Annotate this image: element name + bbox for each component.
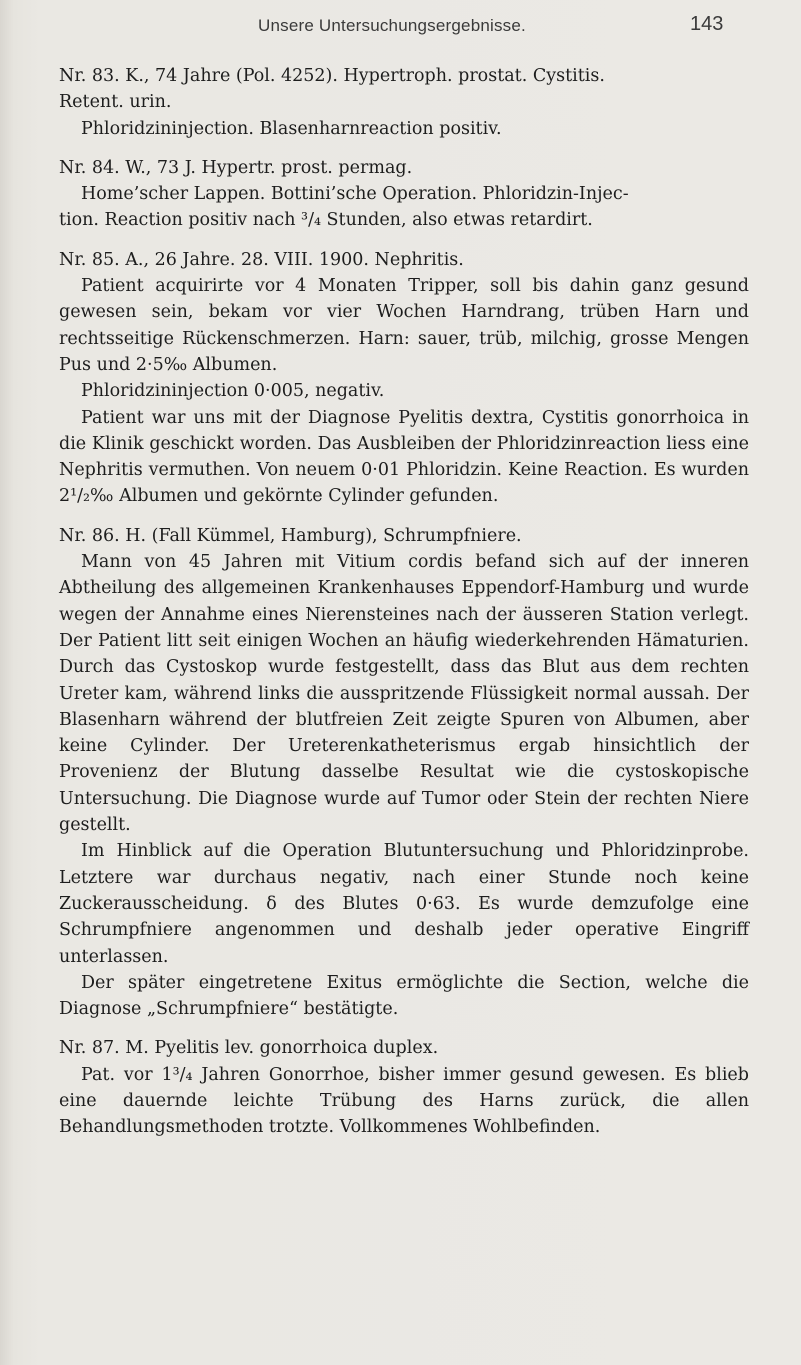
case-paragraph: Phloridzininjection. Blasenharnreaction positiv. [81, 118, 502, 139]
case-entry-85 [59, 247, 749, 510]
page-number: 143 [690, 13, 724, 35]
case-entry-84 [59, 155, 749, 234]
case-entry-83 [59, 63, 749, 142]
case-paragraph: Mann von 45 Jahren mit Vitium cordis befand sich auf der inneren Abtheilung des allgemeinen Krankenhauses Eppendorf-Hamburg und wurde wegen der Annahme eines Nierensteines nach der äusseren Station verlegt. Der Patient litt seit einigen Wochen an häufig wiederkehrenden Hämaturien. Durch das Cystoskop wurde festgestellt, dass das Blut aus dem rechten Ureter kam, während links die ausspritzende Flüssigkeit normal aussah. Der Blasenharn während der blutfreien Zeit zeigte Spuren von Albumen, aber keine Cylinder. Der Ureterenkatheterismus ergab hinsichtlich der Provenienz der Blutung dasselbe Resultat wie die cystoskopische Untersuchung. Die Diagnose wurde auf Tumor oder Stein der rechten Niere gestellt. [59, 552, 749, 836]
case-paragraph: Der später eingetretene Exitus ermöglichte die Section, welche die Diagnose „Schrumpfniere“ bestätigte. [59, 972, 749, 1020]
case-heading: Nr. 86. H. (Fall Kümmel, Hamburg), Schrumpfniere. [59, 525, 522, 546]
body-text [59, 63, 749, 1154]
case-heading: Nr. 83. K., 74 Jahre (Pol. 4252). Hypertroph. prostat. Cystitis. [59, 66, 605, 86]
page-header [0, 10, 801, 46]
running-head: Unsere Untersuchungsergebnisse. [258, 16, 526, 35]
case-entry-86 [59, 523, 749, 1023]
case-line: Retent. urin. [59, 92, 172, 113]
case-entry-87 [59, 1035, 749, 1140]
case-paragraph: Patient acquirirte vor 4 Monaten Tripper, soll bis dahin ganz gesund gewesen sein, bekam vor vier Wochen Harndrang, trüben Harn und rechtsseitige Rückenschmerzen. Harn: sauer, trüb, milchig, grosse Mengen Pus und 2·5‰ Albumen. [59, 276, 749, 375]
case-paragraph: tion. Reaction positiv nach ³/₄ Stunden, also etwas retardirt. [59, 210, 593, 231]
case-paragraph: Patient war uns mit der Diagnose Pyelitis dextra, Cystitis gonorrhoica in die Klinik geschickt worden. Das Ausbleiben der Phloridzinreaction liess eine Nephritis vermuthen. Von neuem 0·01 Phloridzin. Keine Reaction. Es wurden 2¹/₂‰ Albumen und gekörnte Cylinder gefunden. [59, 407, 749, 507]
case-paragraph: Home’scher Lappen. Bottini’sche Operation. Phloridzin-Injec- [81, 184, 629, 205]
case-heading: Nr. 87. M. Pyelitis lev. gonorrhoica duplex. [59, 1038, 439, 1059]
case-paragraph: Phloridzininjection 0·005, negativ. [81, 381, 385, 402]
case-heading: Nr. 84. W., 73 J. Hypertr. prost. permag. [59, 157, 413, 178]
case-paragraph: Pat. vor 1³/₄ Jahren Gonorrhoe, bisher immer gesund gewesen. Es blieb eine dauernde leichte Trübung des Harns zurück, die allen Behandlungsmethoden trotzte. Vollkommenes Wohlbefinden. [59, 1064, 749, 1138]
case-paragraph: Im Hinblick auf die Operation Blutuntersuchung und Phloridzinprobe. Letztere war durchaus negativ, nach einer Stunde noch keine Zuckerausscheidung. δ des Blutes 0·63. Es wurde demzufolge eine Schrumpfniere angenommen und deshalb jeder operative Eingriff unterlassen. [59, 841, 749, 967]
case-heading: Nr. 85. A., 26 Jahre. 28. VIII. 1900. Nephritis. [59, 249, 464, 270]
